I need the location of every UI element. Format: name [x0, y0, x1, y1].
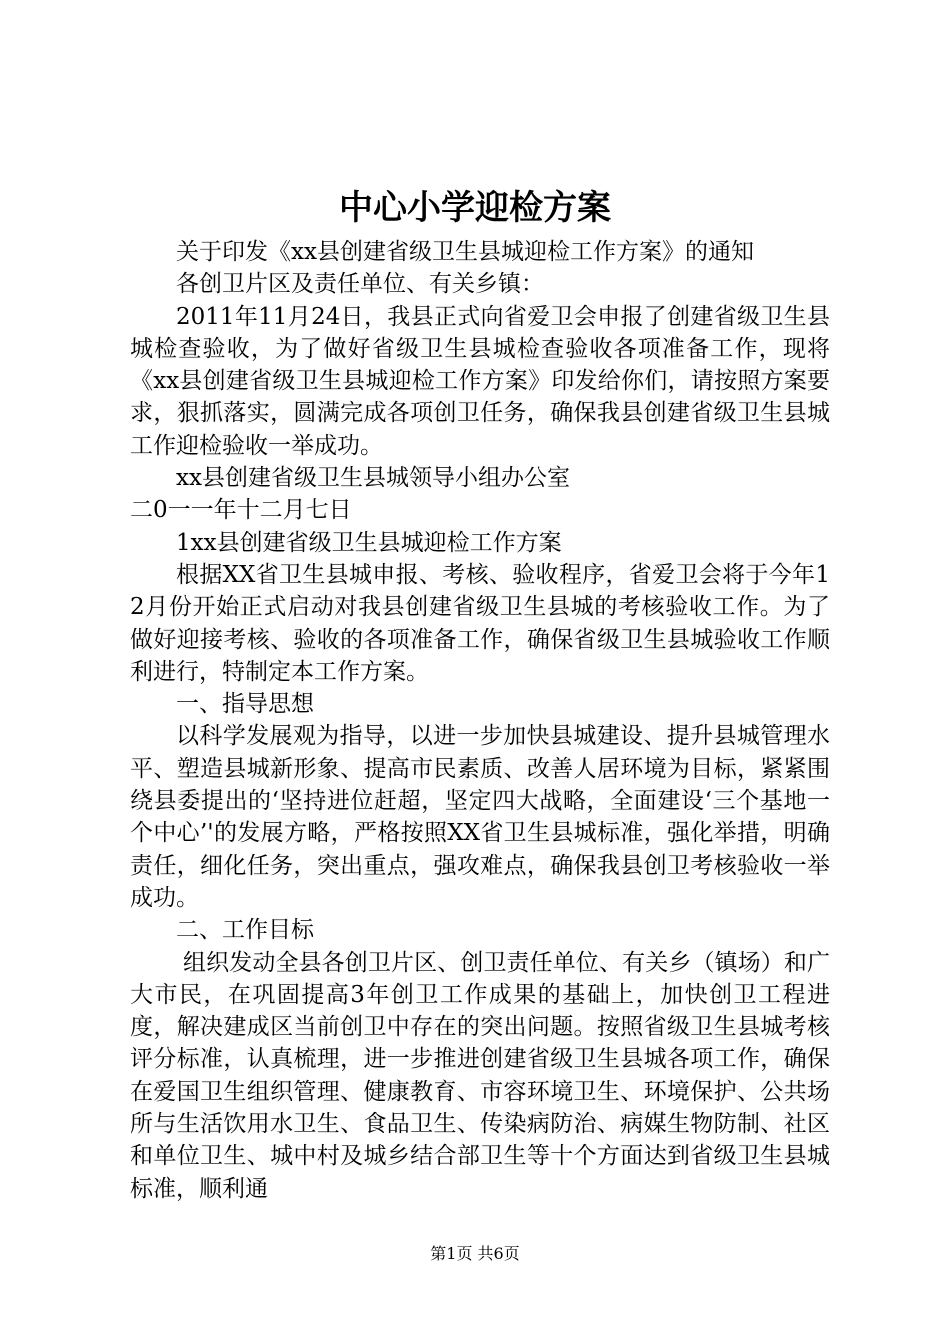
section-heading-work-goals: 二、工作目标: [176, 917, 314, 944]
paragraph-guiding-thought: 以科学发展观为指导，以进一步加快县城建设、提升县城管理水平、塑造县城新形象、提高市民素质、改善人居环境为目标，紧紧围绕县委提出的‘坚持进位赶超，坚定四大战略，全面建设‘三个基地一个中心’'的发展方略，严格按照XX省卫生县城标准，强化举措，明确责任，细化任务，突出重点，强攻难点，确保我县创卫考核验收一举成功。: [130, 723, 830, 911]
salutation: 各创卫片区及责任单位、有关乡镇：: [176, 271, 544, 298]
paragraph-background: 根据XX省卫生县城申报、考核、验收程序，省爱卫会将于今年12月份开始正式启动对我县创建省级卫生县城的考核验收工作。为了做好迎接考核、验收的各项准备工作，确保省级卫生县城验收工作顺利进行，特制定本工作方案。: [130, 561, 830, 685]
section-heading-guiding-thought: 一、指导思想: [176, 691, 314, 718]
paragraph-intro: 2011年11月24日，我县正式向省爱卫会申报了创建省级卫生县城检查验收，为了做好省级卫生县城检查验收各项准备工作，现将《xx县创建省级卫生县城迎检工作方案》印发给你们，请按照方案要求，狠抓落实，圆满完成各项创卫任务，确保我县创建省级卫生县城工作迎检验收一举成功。: [130, 303, 830, 459]
issue-date: 二0一一年十二月七日: [130, 497, 352, 524]
plan-heading: 1xx县创建省级卫生县城迎检工作方案: [176, 529, 562, 556]
document-body: [130, 236, 830, 1205]
page-number-footer: 第1页 共6页: [430, 1244, 520, 1263]
notice-heading: 关于印发《xx县创建省级卫生县城迎检工作方案》的通知: [176, 239, 754, 265]
issuing-office: xx县创建省级卫生县城领导小组办公室: [176, 465, 570, 492]
document-title: 中心小学迎检方案: [339, 188, 611, 228]
paragraph-work-goals: 组织发动全县各创卫片区、创卫责任单位、有关乡（镇场）和广大市民，在巩固提高3年创卫工作成果的基础上，加快创卫工程进度，解决建成区当前创卫中存在的突出问题。按照省级卫生县城考核评分标准，认真梳理，进一步推进创建省级卫生县城各项工作，确保在爱国卫生组织管理、健康教育、市容环境卫生、环境保护、公共场所与生活饮用水卫生、食品卫生、传染病防治、病媒生物防制、社区和单位卫生、城中村及城乡结合部卫生等十个方面达到省级卫生县城标准，顺利通: [130, 949, 830, 1202]
